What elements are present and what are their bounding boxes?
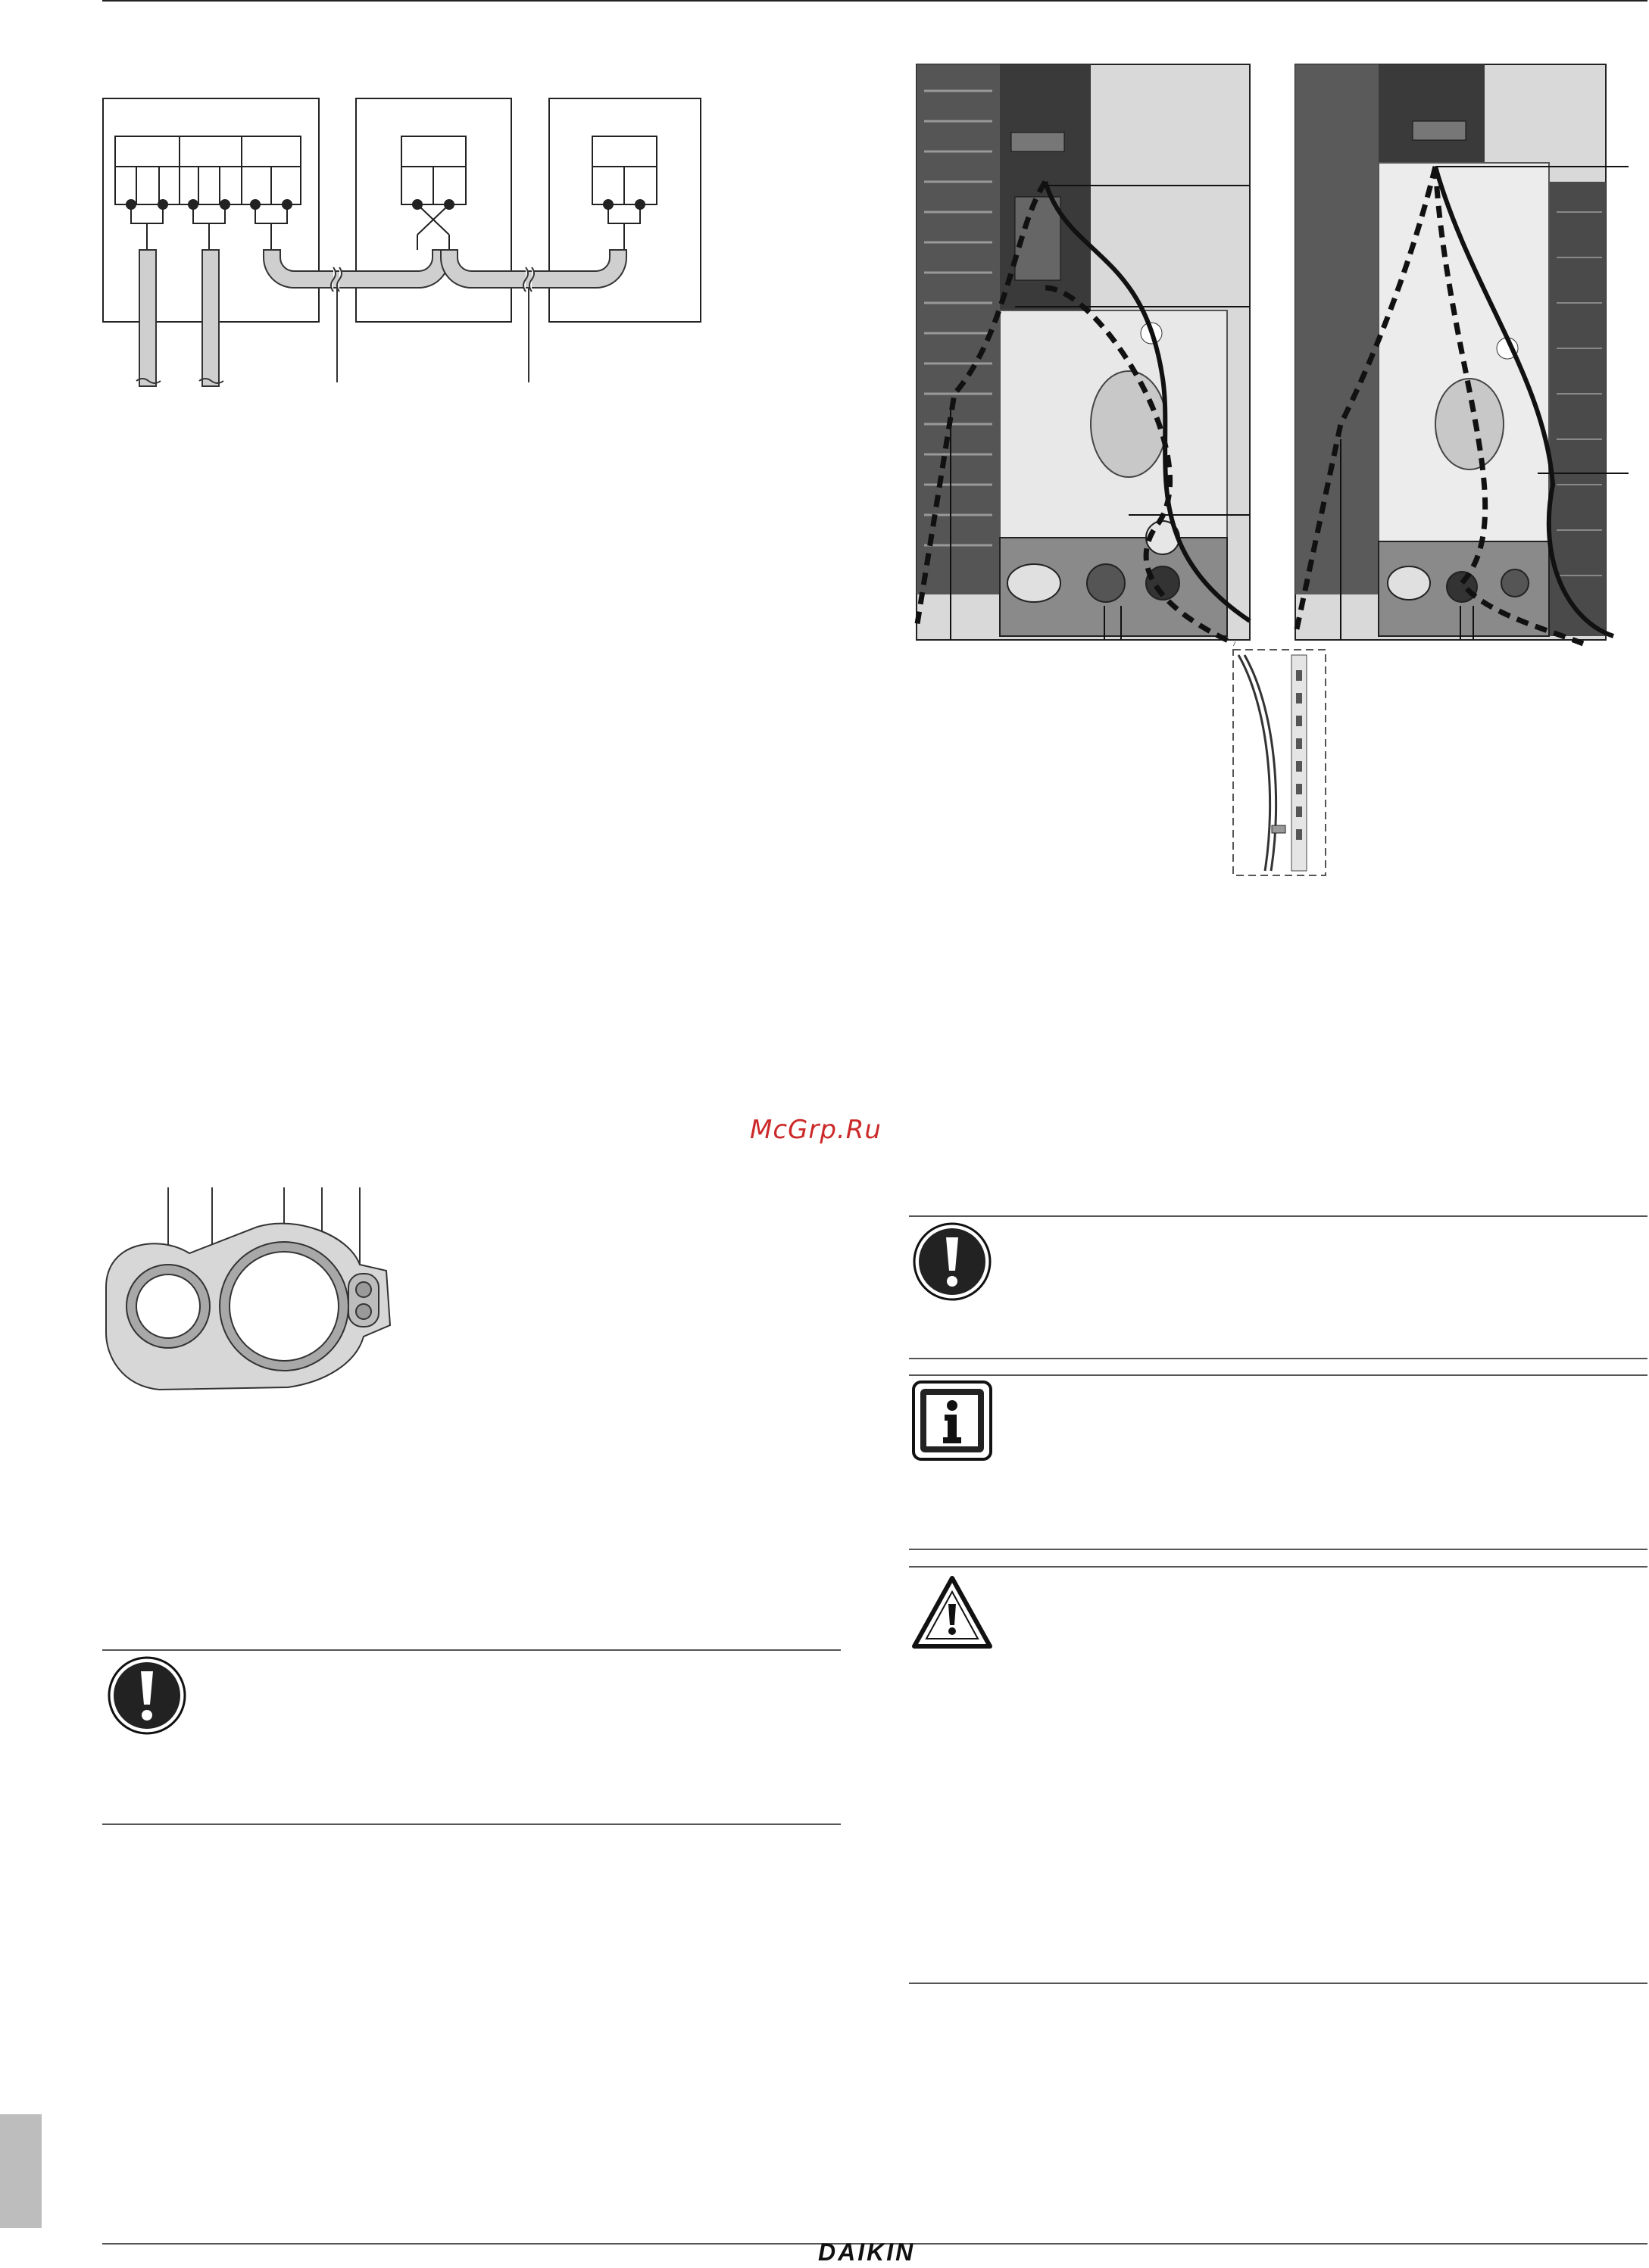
notice-top-rule xyxy=(909,1566,1647,1568)
terminal-block xyxy=(115,136,301,204)
knockout-grommet-diagram xyxy=(98,1181,409,1401)
side-tab xyxy=(0,2114,42,2228)
watermark: McGrp.Ru xyxy=(750,1115,882,1145)
exclamation-circle-icon xyxy=(911,1221,993,1302)
outdoor-unit-illustration-1 xyxy=(901,61,1250,659)
exclamation-circle-icon xyxy=(106,1655,188,1736)
cable-detail-inset xyxy=(1231,647,1329,878)
notice-top-rule xyxy=(909,1215,1647,1217)
header-rule xyxy=(102,0,1647,2)
info-box-icon xyxy=(911,1380,993,1462)
warning-triangle-icon xyxy=(911,1575,993,1651)
outdoor-unit-illustration-2 xyxy=(1295,61,1644,659)
brand-logo: DAIKIN xyxy=(818,2238,916,2266)
notice-bottom-rule xyxy=(909,1983,1647,1984)
wiring-diagram xyxy=(98,95,720,390)
notice-bottom-rule xyxy=(909,1549,1647,1550)
notice-top-rule xyxy=(909,1374,1647,1376)
notice-bottom-rule xyxy=(909,1358,1647,1359)
notice-bottom-rule xyxy=(102,1823,841,1825)
notice-top-rule xyxy=(102,1649,841,1651)
